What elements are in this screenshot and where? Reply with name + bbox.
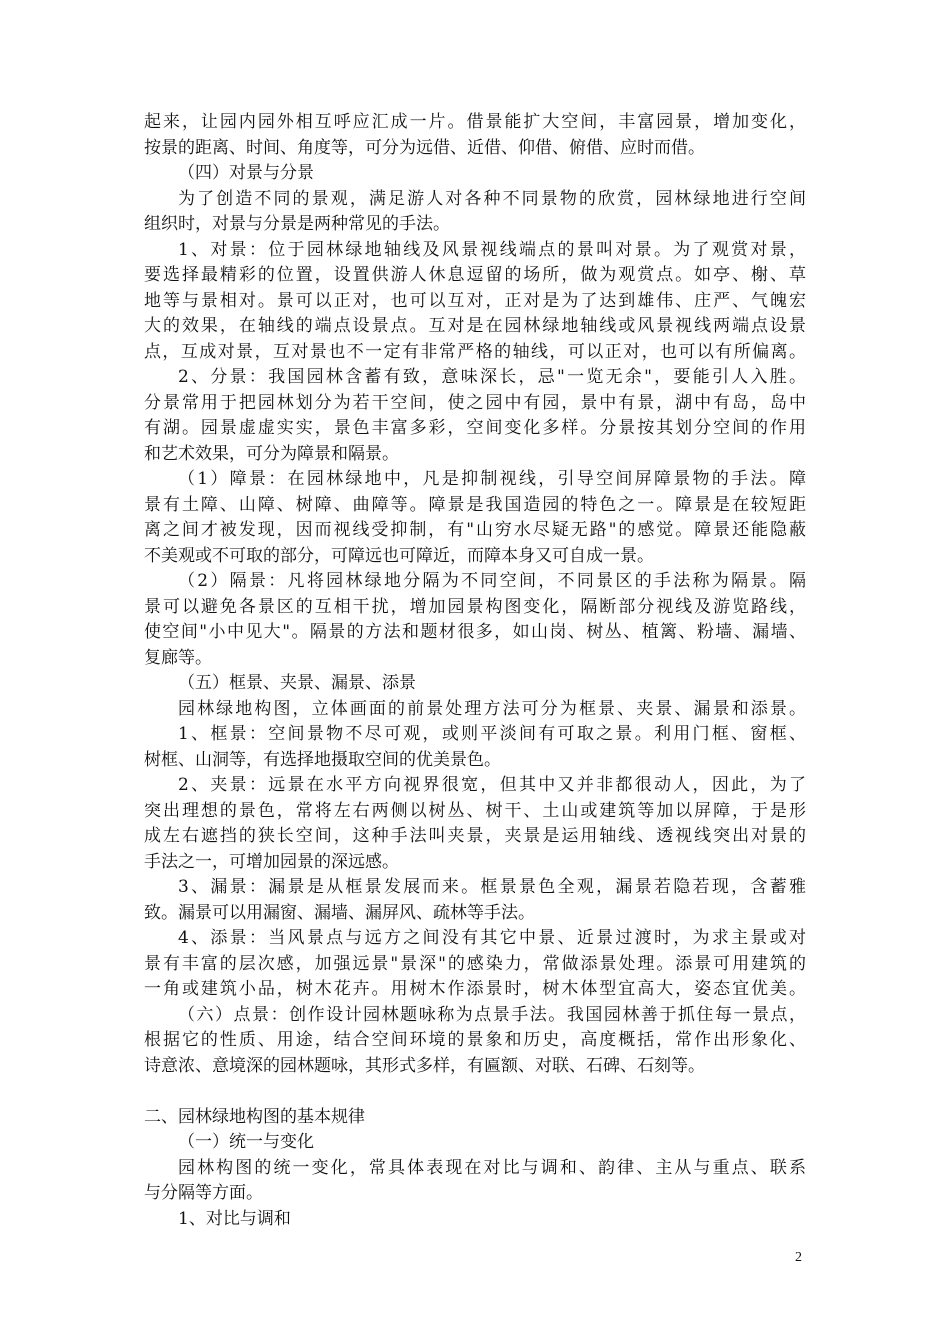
- text-line-28: 突出理想的景色，常将左右两侧以树丛、树干、土山或建筑等加以屏障，于是形: [144, 800, 806, 821]
- text-line-30: 手法之一，可增加园景的深远感。: [144, 851, 399, 872]
- text-line-43: 与分隔等方面。: [144, 1183, 263, 1203]
- text-line-38: 诗意浓、意境深的园林题咏，其形式多样，有匾额、对联、石碑、石刻等。: [144, 1055, 705, 1076]
- text-line-6: 1、对景：位于园林绿地轴线及风景视线端点的景叫对景。为了观赏对景，: [178, 239, 806, 260]
- subsection-heading-1: 1、对比与调和: [178, 1208, 291, 1229]
- text-line-10: 点，互成对景，互对景也不一定有非常严格的轴线，可以正对，也可以有所偏离。: [144, 341, 806, 362]
- text-line-16: 景有土障、山障、树障、曲障等。障景是我国造园的特色之一。障景是在较短距: [144, 494, 806, 515]
- section-heading-1: （一）统一与变化: [178, 1132, 314, 1152]
- text-line-21: 使空间"小中见大"。隔景的方法和题材很多，如山岗、树丛、植篱、粉墙、漏墙、: [144, 622, 806, 642]
- section-heading-5: （五）框景、夹景、漏景、添景: [178, 673, 416, 693]
- text-line-5: 组织时，对景与分景是两种常见的手法。: [144, 214, 450, 234]
- text-line-17: 离之间才被发现，因而视线受抑制，有"山穷水尽疑无路"的感觉。障景还能隐蔽: [144, 520, 806, 540]
- text-line-8: 地等与景相对。景可以正对，也可以互对，正对是为了达到雄伟、庄严、气魄宏: [144, 290, 806, 311]
- text-line-9: 大的效果，在轴线的端点设景点。互对是在园林绿地轴线或风景视线两端点设景: [144, 316, 806, 336]
- text-line-33: 4、添景：当风景点与远方之间没有其它中景、近景过渡时，为求主景或对: [178, 928, 806, 948]
- text-line-14: 和艺术效果，可分为障景和隔景。: [144, 443, 399, 464]
- document-body: [144, 110, 806, 1232]
- text-line-22: 复廊等。: [144, 647, 212, 668]
- text-line-2: 按景的距离、时间、角度等，可分为远借、近借、仰借、俯借、应时而借。: [144, 137, 705, 158]
- text-line-36: （六）点景：创作设计园林题咏称为点景手法。我国园林善于抓住每一景点，: [178, 1004, 806, 1025]
- text-line-42: 园林构图的统一变化，常具体表现在对比与调和、韵律、主从与重点、联系: [178, 1157, 806, 1178]
- text-line-31: 3、漏景：漏景是从框景发展而来。框景景色全观，漏景若隐若现，含蓄雅: [178, 877, 806, 897]
- text-line-20: 景可以避免各景区的互相干扰，增加园景构图变化，隔断部分视线及游览路线，: [144, 596, 806, 617]
- text-line-19: （2）隔景：凡将园林绿地分隔为不同空间，不同景区的手法称为隔景。隔: [178, 571, 806, 591]
- blank-line: [144, 1079, 806, 1105]
- page-number: 2: [795, 1250, 802, 1265]
- text-line-29: 成左右遮挡的狭长空间，这种手法叫夹景，夹景是运用轴线、透视线突出对景的: [144, 826, 806, 846]
- section-heading-4: （四）对景与分景: [178, 163, 314, 183]
- text-line-18: 不美观或不可取的部分，可障远也可障近，而障本身又可自成一景。: [144, 545, 654, 566]
- text-line-24: 园林绿地构图，立体画面的前景处理方法可分为框景、夹景、漏景和添景。: [178, 698, 806, 719]
- text-line-11: 2、分景：我国园林含蓄有致，意味深长，忌"一览无余"，要能引人入胜。: [178, 367, 806, 387]
- text-line-12: 分景常用于把园林划分为若干空间，使之园中有园，景中有景，湖中有岛，岛中: [144, 392, 806, 413]
- text-line-15: （1）障景：在园林绿地中，凡是抑制视线，引导空间屏障景物的手法。障: [178, 469, 806, 489]
- text-line-25: 1、框景：空间景物不尽可观，或则平淡间有可取之景。利用门框、窗框、: [178, 724, 806, 744]
- text-line-26: 树框、山洞等，有选择地摄取空间的优美景色。: [144, 749, 501, 770]
- text-line-35: 一角或建筑小品，树木花卉。用树木作添景时，树木体型宜高大，姿态宜优美。: [144, 979, 806, 999]
- text-line-7: 要选择最精彩的位置，设置供游人休息逗留的场所，做为观赏点。如亭、榭、草: [144, 265, 806, 285]
- text-line-34: 景有丰富的层次感，加强远景"景深"的感染力，常做添景处理。添景可用建筑的: [144, 953, 806, 974]
- text-line-27: 2、夹景：远景在水平方向视界很宽，但其中又并非都很动人，因此，为了: [178, 775, 806, 795]
- text-line-1: 起来，让园内园外相互呼应汇成一片。借景能扩大空间，丰富园景，增加变化，: [144, 112, 806, 132]
- text-line-37: 根据它的性质、用途，结合空间环境的景象和历史，高度概括，常作出形象化、: [144, 1030, 806, 1050]
- chapter-heading-2: 二、园林绿地构图的基本规律: [144, 1106, 365, 1127]
- text-line-32: 致。漏景可以用漏窗、漏墙、漏屏风、疏林等手法。: [144, 902, 535, 923]
- text-line-13: 有湖。园景虚虚实实，景色丰富多彩，空间变化多样。分景按其划分空间的作用: [144, 418, 806, 438]
- text-line-4: 为了创造不同的景观，满足游人对各种不同景物的欣赏，园林绿地进行空间: [178, 188, 806, 209]
